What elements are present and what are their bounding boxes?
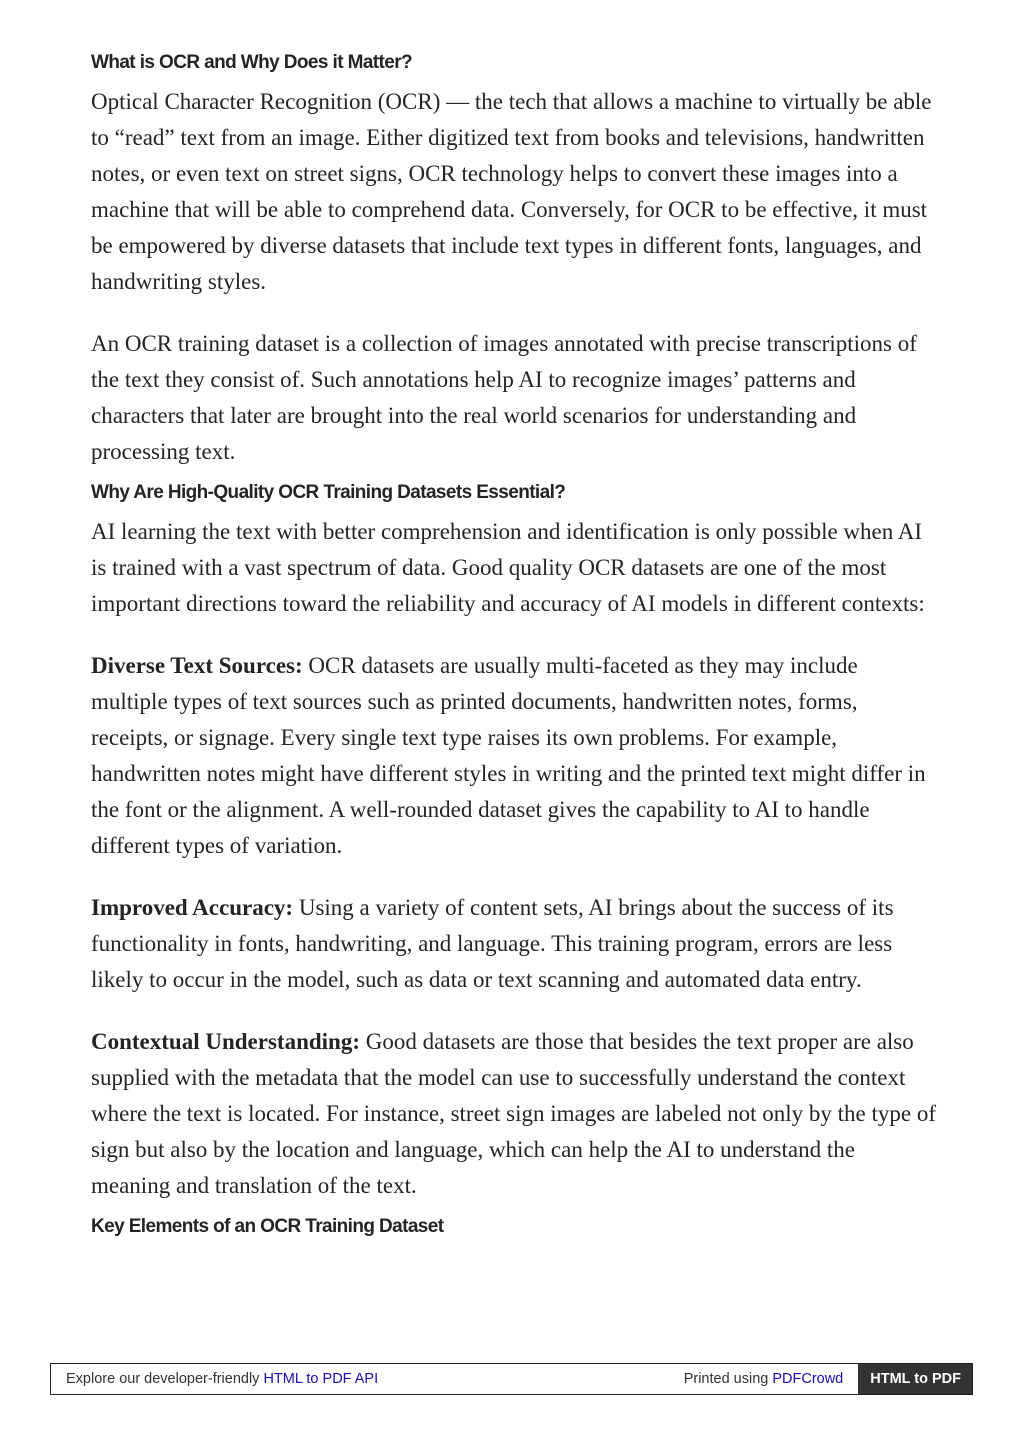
footer-explore xyxy=(51,1364,684,1394)
html-to-pdf-api-link[interactable]: HTML to PDF API xyxy=(263,1371,379,1387)
section-heading-ocr-matters: What is OCR and Why Does it Matter? xyxy=(91,52,413,73)
article-body xyxy=(91,50,936,1240)
point-improved-accuracy xyxy=(91,890,936,998)
point-label: Contextual Understanding: xyxy=(91,1029,361,1054)
section-heading-why-essential: Why Are High-Quality OCR Training Datasets Essential? xyxy=(91,482,566,503)
point-contextual-understanding xyxy=(91,1024,936,1204)
pdfcrowd-link[interactable]: PDFCrowd xyxy=(772,1371,844,1387)
point-diverse-sources xyxy=(91,648,936,864)
paragraph-ocr-dataset: An OCR training dataset is a collection of images annotated with precise transcriptions of the text they consist of. Such annotations help AI to recognize images’ patterns and characters that later are brought into the real world scenarios for understanding and processing text. xyxy=(91,331,917,464)
point-label: Improved Accuracy: xyxy=(91,895,294,920)
pdfcrowd-footer-bar xyxy=(50,1363,973,1395)
html-to-pdf-button[interactable]: HTML to PDF xyxy=(858,1364,972,1394)
footer-printed xyxy=(684,1364,859,1394)
point-label: Diverse Text Sources: xyxy=(91,653,303,678)
paragraph-ocr-definition: Optical Character Recognition (OCR) — the tech that allows a machine to virtually be able to “read” text from an image. Either digitized text from books and televisions, handwritten notes, or even text on street signs, OCR technology helps to convert these images into a machine that will be able to comprehend data. Conversely, for OCR to be effective, it must be empowered by diverse datasets that include text types in different fonts, languages, and handwriting styles. xyxy=(91,89,932,294)
section-heading-key-elements: Key Elements of an OCR Training Dataset xyxy=(91,1216,444,1237)
point-text: Good datasets are those that besides the text proper are also supplied with the metadata that the model can use to successfully understand the context where the text is located. For instance, street sign images are labeled not only by the type of sign but also by the location and language, which can help the AI to understand the meaning and translation of the text. xyxy=(91,1029,936,1198)
point-text: OCR datasets are usually multi-faceted as they may include multiple types of text sources such as printed documents, handwritten notes, forms, receipts, or signage. Every single text type raises its own problems. For example, handwritten notes might have different styles in writing and the printed text might differ in the font or the alignment. A well-rounded dataset gives the capability to AI to handle different types of variation. xyxy=(91,653,926,858)
footer-printed-text: Printed using xyxy=(683,1371,769,1387)
footer-explore-text: Explore our developer-friendly xyxy=(66,1371,260,1387)
point-text: Using a variety of content sets, AI brings about the success of its functionality in fonts, handwriting, and language. This training program, errors are less likely to occur in the model, such as data or text scanning and automated data entry. xyxy=(91,895,894,992)
paragraph-why-essential: AI learning the text with better comprehension and identification is only possible when AI is trained with a vast spectrum of data. Good quality OCR datasets are one of the most important directions toward the reliability and accuracy of AI models in different contexts: xyxy=(91,519,925,616)
